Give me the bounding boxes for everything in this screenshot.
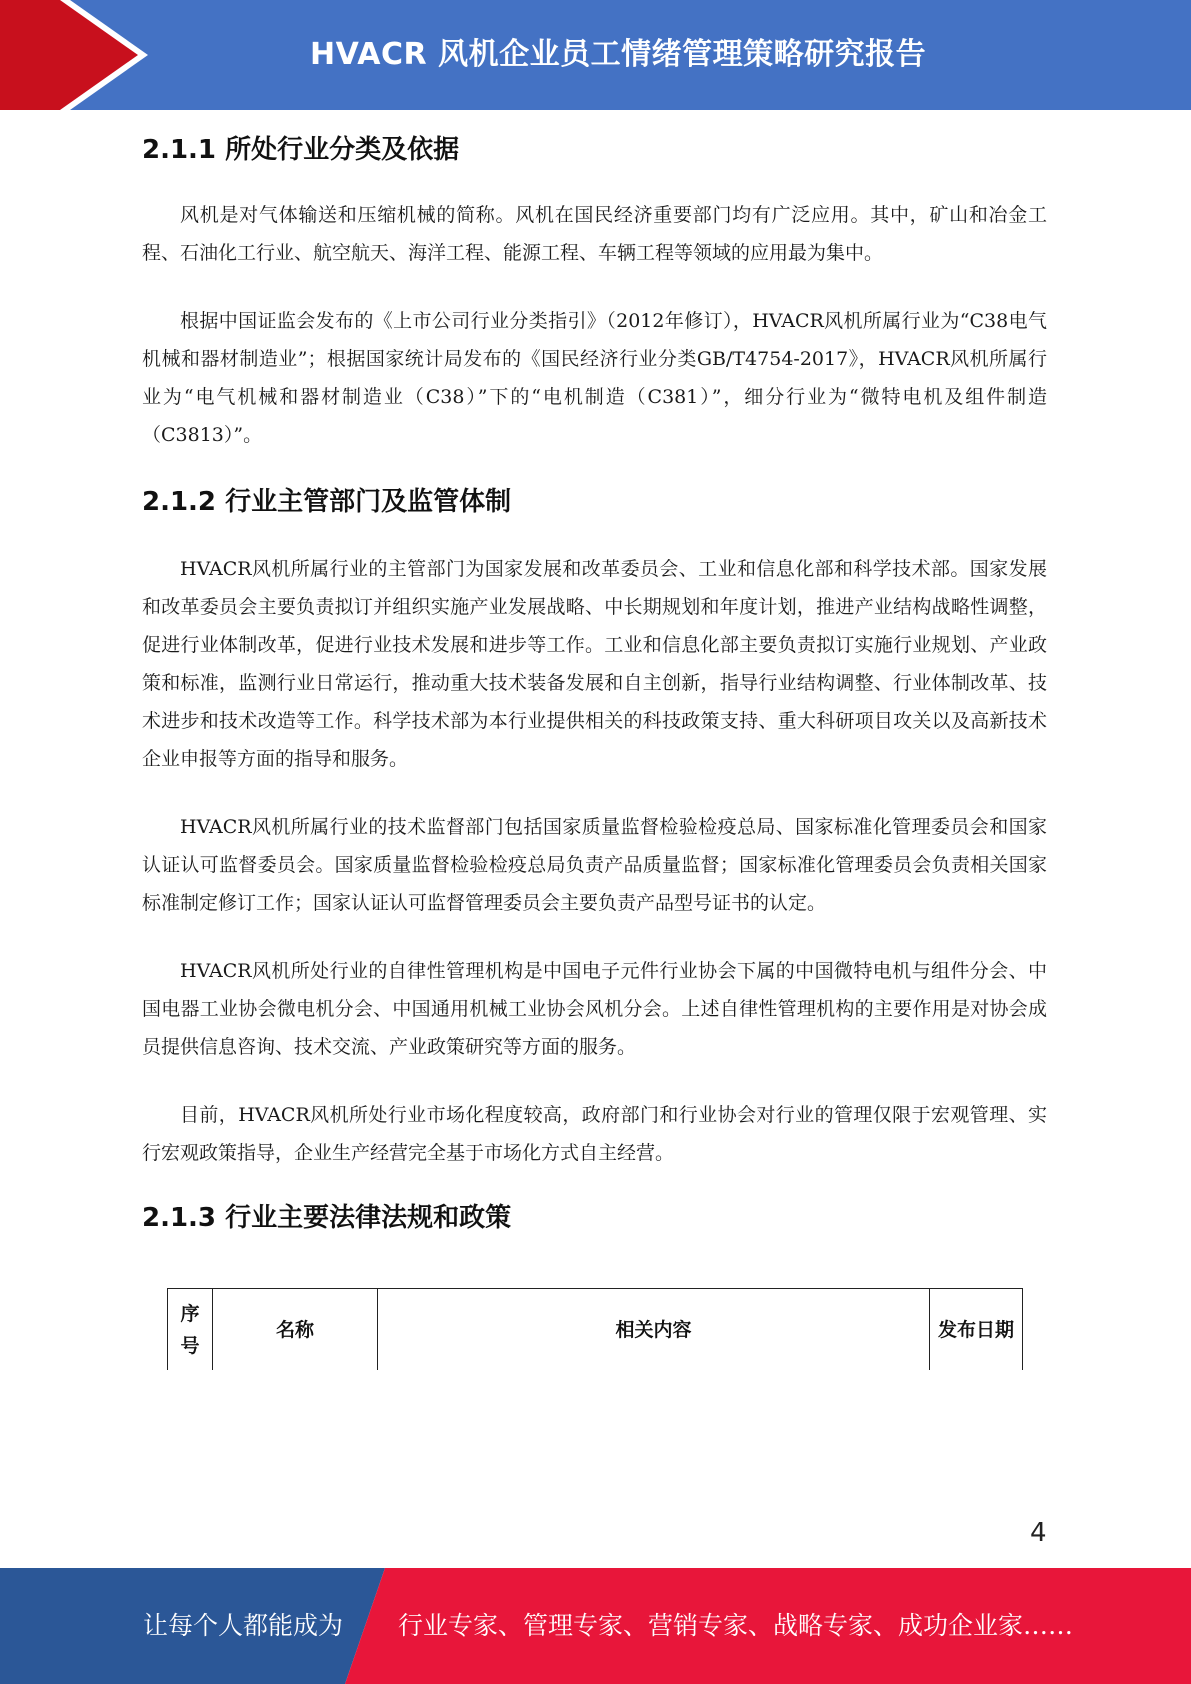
column-header-content: 相关内容 xyxy=(378,1289,930,1371)
red-arrow-icon xyxy=(0,0,160,110)
main-content xyxy=(142,128,1047,1240)
page-number: 4 xyxy=(1030,1518,1047,1548)
section-heading: 2.1.3 行业主要法律法规和政策 xyxy=(142,1203,512,1233)
paragraph: 风机是对气体输送和压缩机械的简称。风机在国民经济重要部门均有广泛应用。其中，矿山和冶金工程、石油化工行业、航空航天、海洋工程、能源工程、车辆工程等领域的应用最为集中。 xyxy=(142,204,1047,264)
footer-slogan-right: 行业专家、管理专家、营销专家、战略专家、成功企业家…… xyxy=(398,1611,1074,1640)
report-title: HVACR 风机企业员工情绪管理策略研究报告 xyxy=(310,37,927,72)
page-header xyxy=(0,0,1191,110)
section-heading: 2.1.2 行业主管部门及监管体制 xyxy=(142,487,512,517)
paragraph: HVACR风机所处行业的自律性管理机构是中国电子元件行业协会下属的中国微特电机与组件分会、中国电器工业协会微电机分会、中国通用机械工业协会风机分会。上述自律性管理机构的主要作用是对协会成员提供信息咨询、技术交流、产业政策研究等方面的服务。 xyxy=(142,960,1047,1058)
page-footer xyxy=(0,1568,1191,1684)
footer-slogan-left: 让每个人都能成为 xyxy=(143,1611,344,1640)
column-header-name: 名称 xyxy=(213,1289,378,1371)
paragraph: HVACR风机所属行业的主管部门为国家发展和改革委员会、工业和信息化部和科学技术部。国家发展和改革委员会主要负责拟订并组织实施产业发展战略、中长期规划和年度计划，推进产业结构战略性调整，促进行业体制改革，促进行业技术发展和进步等工作。工业和信息化部主要负责拟订实施行业规划、产业政策和标准，监测行业日常运行，推动重大技术装备发展和自主创新，指导行业结构调整、行业体制改革、技术进步和技术改造等工作。科学技术部为本行业提供相关的科技政策支持、重大科研项目攻关以及高新技术企业申报等方面的指导和服务。 xyxy=(142,558,1047,770)
column-header-index: 序号 xyxy=(168,1289,213,1371)
column-header-date: 发布日期 xyxy=(930,1289,1023,1371)
paragraph: 根据中国证监会发布的《上市公司行业分类指引》（2012年修订），HVACR风机所属行业为“C38电气机械和器材制造业”；根据国家统计局发布的《国民经济行业分类GB/T4754-2017》，HVACR风机所属行业为“电气机械和器材制造业（C38）”下的“电机制造（C381）”，细分行业为“微特电机及组件制造（C3813）”。 xyxy=(142,310,1047,446)
paragraph: HVACR风机所属行业的技术监督部门包括国家质量监督检验检疫总局、国家标准化管理委员会和国家认证认可监督委员会。国家质量监督检验检疫总局负责产品质量监督；国家标准化管理委员会负责相关国家标准制定修订工作；国家认证认可监督管理委员会主要负责产品型号证书的认定。 xyxy=(142,816,1047,914)
section-heading: 2.1.1 所处行业分类及依据 xyxy=(142,135,460,165)
paragraph: 目前，HVACR风机所处行业市场化程度较高，政府部门和行业协会对行业的管理仅限于宏观管理、实行宏观政策指导，企业生产经营完全基于市场化方式自主经营。 xyxy=(142,1104,1047,1164)
table-header-row xyxy=(168,1289,1023,1371)
laws-table xyxy=(167,1288,1023,1370)
